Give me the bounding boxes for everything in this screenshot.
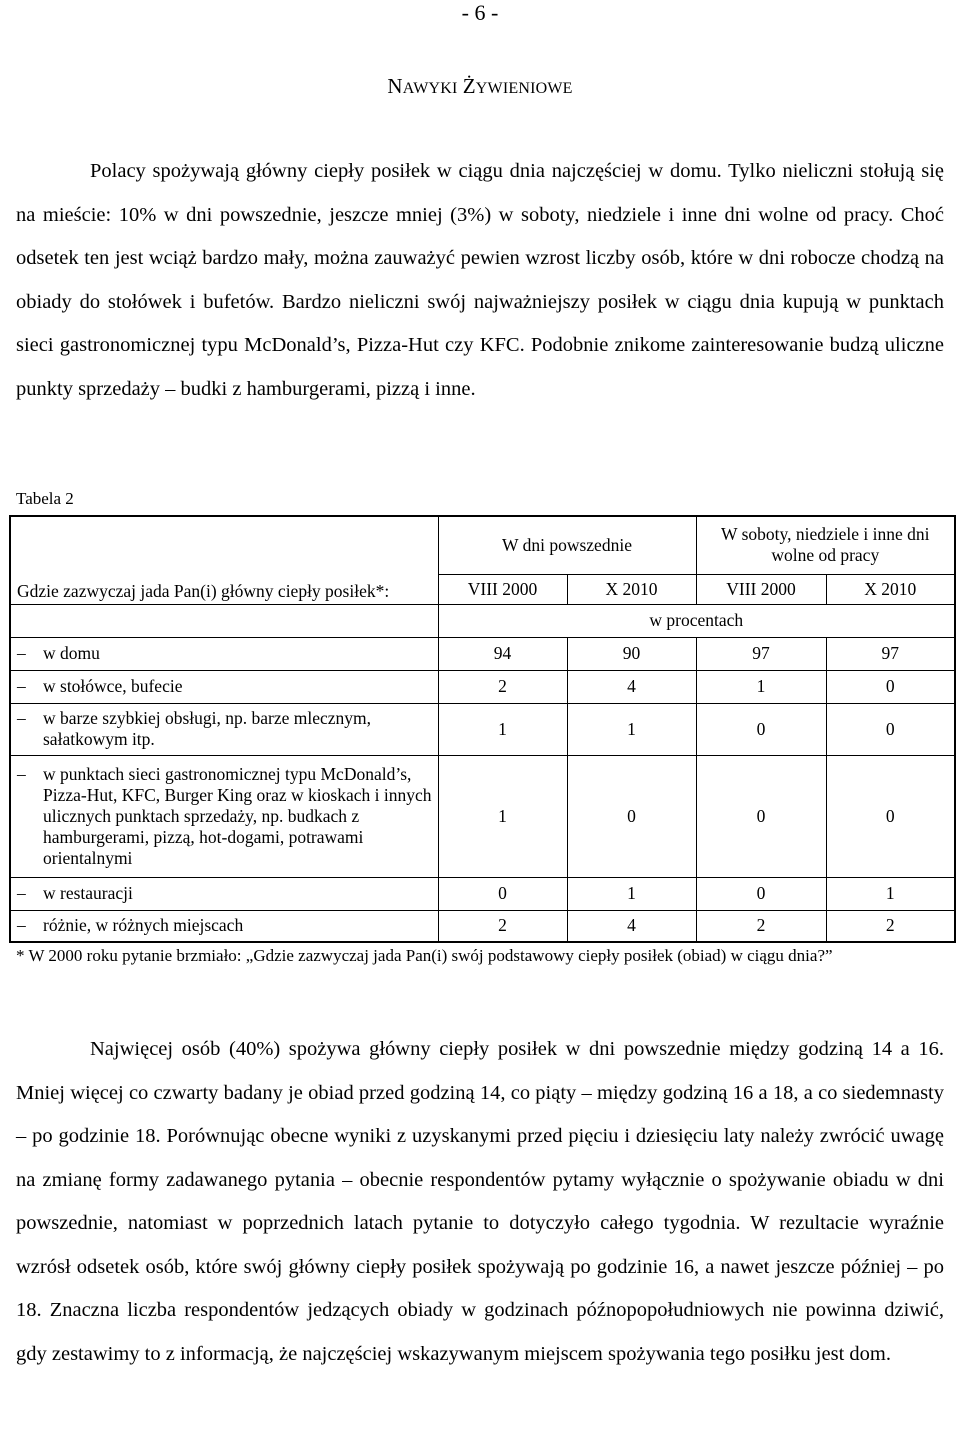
title-initial-2: Ż [462, 74, 476, 98]
cell-value: 0 [567, 755, 696, 877]
row-dash: – [17, 676, 26, 696]
cell-value: 2 [696, 910, 826, 942]
row-label: w barze szybkiej obsługi, np. barze mlecznym, sałatkowym itp. [43, 708, 372, 749]
cell-value: 0 [696, 703, 826, 755]
paragraph-intro: Polacy spożywają główny ciepły posiłek w ciągu dnia najczęściej w domu. Tylko nieliczni stołują się na mieście: 10% w dni powszednie, jeszcze mniej (3%) w soboty, niedziele i inne dni wolne od pracy. Choć odsetek ten jest wciąż bardzo mały, można zauważyć pewien wzrost liczby osób, które w dni robocze chodzą na obiady do stołówek i bufetów. Bardzo nieliczni swój najważniejszy posiłek w ciągu dnia kupują w punktach sieci gastronomicznej typu McDonald’s, Pizza-Hut czy KFC. Podobnie znikome zainteresowanie budzą uliczne punkty sprzedaży – budki z hamburgerami, pizzą i inne. [16, 160, 944, 400]
row-label: w restauracji [43, 883, 133, 903]
cell-value: 1 [567, 703, 696, 755]
table-question: Gdzie zazwyczaj jada Pan(i) główny ciepły posiłek*: [10, 516, 438, 604]
cell-value: 1 [696, 670, 826, 703]
row-label: różnie, w różnych miejscach [43, 915, 244, 936]
title-initial-1: N [387, 74, 403, 98]
row-dash: – [17, 763, 26, 784]
subheader-weekdays-2010: X 2010 [567, 574, 696, 604]
row-label: w domu [43, 643, 100, 663]
table-row [10, 877, 955, 910]
cell-value: 1 [438, 755, 567, 877]
unit-spacer [10, 604, 438, 637]
cell-value: 0 [696, 755, 826, 877]
subheader-weekdays-2000: VIII 2000 [438, 574, 567, 604]
cell-value: 1 [826, 877, 955, 910]
title-rest-1: AWYKI [402, 80, 458, 97]
table-caption: Tabela 2 [16, 489, 74, 508]
cell-value: 0 [696, 877, 826, 910]
subheader-weekends-2000: VIII 2000 [696, 574, 826, 604]
header-weekdays: W dni powszednie [438, 516, 696, 574]
cell-value: 0 [826, 755, 955, 877]
unit-label: w procentach [438, 604, 955, 637]
row-dash: – [17, 883, 26, 903]
cell-value: 4 [567, 670, 696, 703]
row-label: w punktach sieci gastronomicznej typu McDonald’s, Pizza-Hut, KFC, Burger King oraz w kioskach i innych ulicznych punktach sprzedaży, np. budkach z hamburgerami, pizzą, hot-dogami, potrawami orientalnymi [43, 763, 432, 868]
cell-value: 2 [438, 910, 567, 942]
cell-value: 1 [438, 703, 567, 755]
subheader-weekends-2010: X 2010 [826, 574, 955, 604]
cell-value: 94 [438, 637, 567, 670]
cell-value: 0 [438, 877, 567, 910]
cell-value: 97 [826, 637, 955, 670]
row-dash: – [17, 915, 26, 936]
table-row [10, 755, 955, 877]
row-dash: – [17, 708, 26, 728]
title-rest-2: YWIENIOWE [475, 80, 573, 97]
page-number: - 6 - [461, 0, 499, 25]
cell-value: 0 [826, 670, 955, 703]
section-title [0, 72, 960, 103]
data-table [9, 515, 956, 943]
table-footnote: * W 2000 roku pytanie brzmiało: „Gdzie zazwyczaj jada Pan(i) swój podstawowy ciepły posiłek (obiad) w ciągu dnia?” [16, 946, 833, 965]
table-row [10, 670, 955, 703]
table-row [10, 910, 955, 942]
row-label: w stołówce, bufecie [43, 676, 183, 696]
cell-value: 4 [567, 910, 696, 942]
cell-value: 1 [567, 877, 696, 910]
row-dash: – [17, 643, 26, 663]
cell-value: 97 [696, 637, 826, 670]
cell-value: 2 [826, 910, 955, 942]
cell-value: 90 [567, 637, 696, 670]
cell-value: 2 [438, 670, 567, 703]
table-row [10, 703, 955, 755]
cell-value: 0 [826, 703, 955, 755]
table-row [10, 637, 955, 670]
header-weekends: W soboty, niedziele i inne dni wolne od pracy [696, 516, 955, 574]
paragraph-meal-times: Najwięcej osób (40%) spożywa główny ciepły posiłek w dni powszednie między godziną 14 a 16. Mniej więcej co czwarty badany je obiad przed godziną 14, co piąty – między godziną 16 a 18, a co siedemnasty – po godzinie 18. Porównując obecne wyniki z uzyskanymi przed pięciu i dziesięciu laty należy zwrócić uwagę na zmianę formy zadawanego pytania – obecnie respondentów pytamy wyłącznie o spożywanie obiadu w dni powszednie, natomiast w poprzednich latach pytanie to dotyczyło całego tygodnia. W rezultacie wyraźnie wzrósł odsetek osób, które swój główny ciepły posiłek spożywają po godzinie 16, a nawet jeszcze później – po 18. Znaczna liczba respondentów jedzących obiady w godzinach późnopopołudniowych nie powinna dziwić, gdy zestawimy to z informacją, że najczęściej wskazywanym miejscem spożywania tego posiłku jest dom. [16, 1038, 944, 1365]
